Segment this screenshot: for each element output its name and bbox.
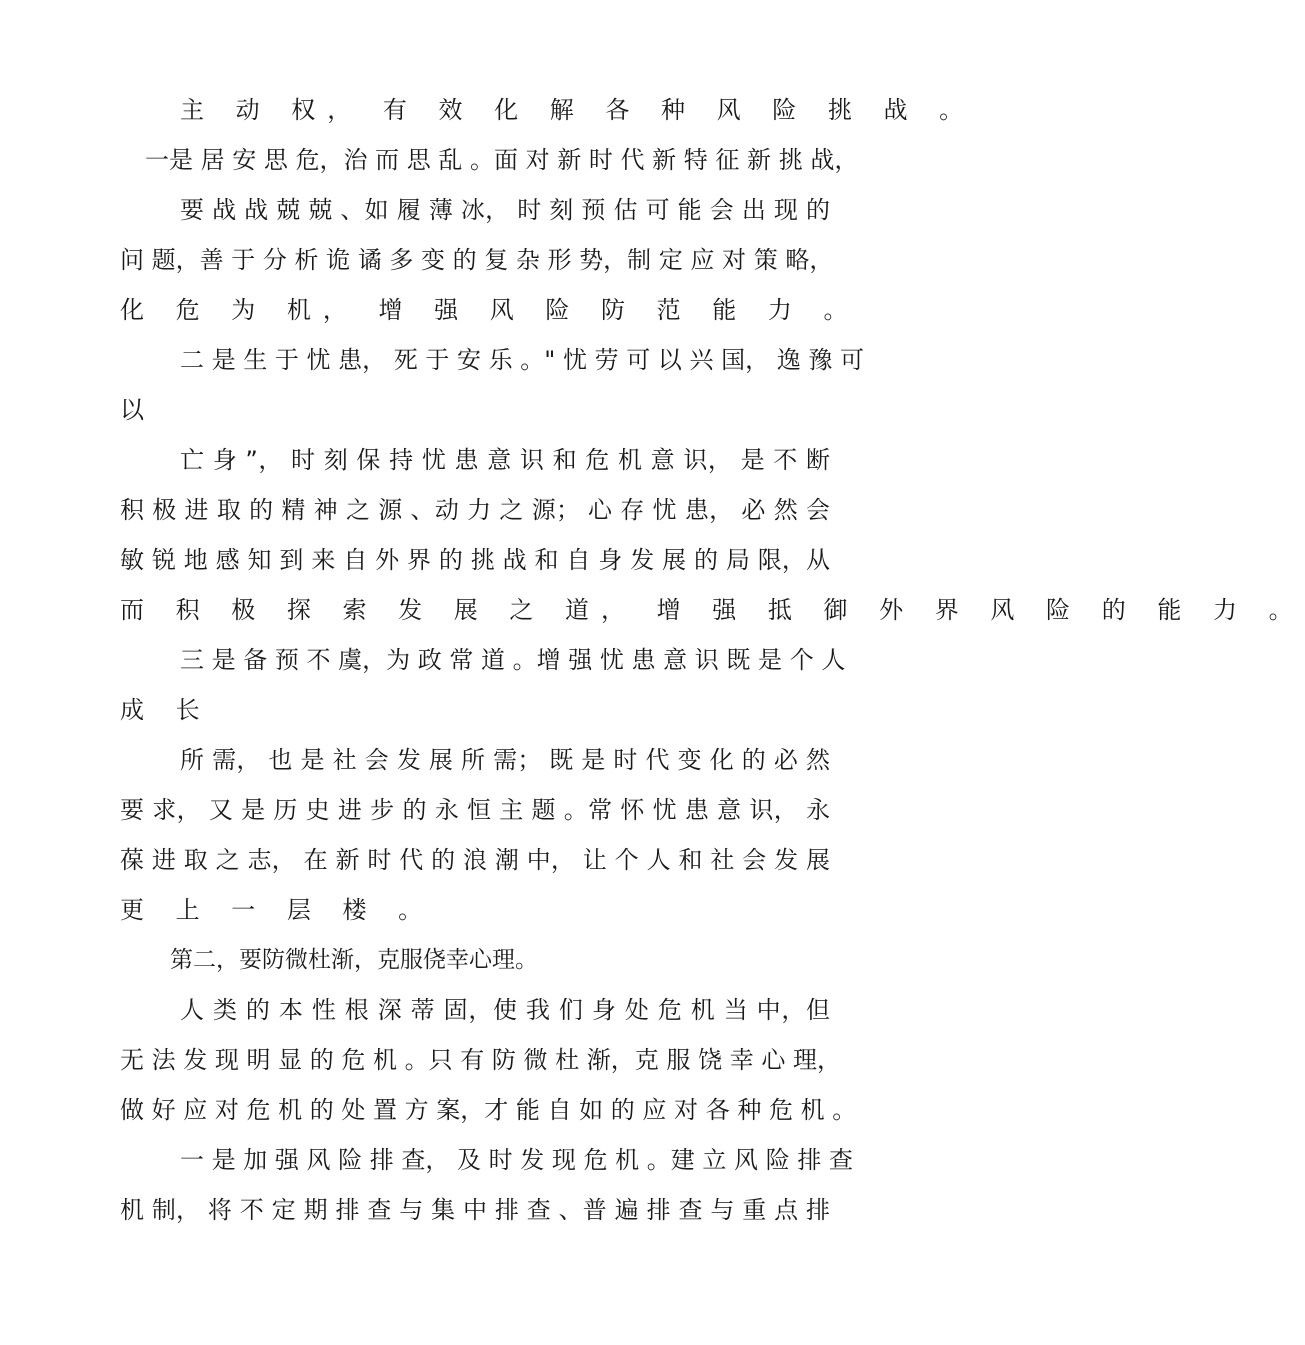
text-line: 成 长 bbox=[120, 696, 212, 724]
text-line: 所 需， 也 是 社 会 发 展 所 需； 既 是 时 代 变 化 的 必 然 bbox=[180, 746, 830, 774]
text-line: 主 动 权， 有 效 化 解 各 种 风 险 挑 战 。 bbox=[180, 96, 976, 124]
text-line: 三 是 备 预 不 虞，为 政 常 道 。增 强 忧 患 意 识 既 是 个 人 bbox=[180, 646, 846, 674]
text-line: 机 制， 将 不 定 期 排 查 与 集 中 排 查 、普 遍 排 查 与 重 点 排 bbox=[120, 1196, 830, 1224]
text-line: 一 是 加 强 风 险 排 查， 及 时 发 现 危 机 。建 立 风 险 排 查 bbox=[180, 1146, 853, 1174]
text-line: 人 类 的 本 性 根 深 蒂 固，使 我 们 身 处 危 机 当 中，但 bbox=[180, 996, 830, 1024]
text-line: 要 求， 又 是 历 史 进 步 的 永 恒 主 题 。常 怀 忧 患 意 识， 永 bbox=[120, 796, 830, 824]
text-line: 一是 居 安 思 危，治 而 思 乱 。面 对 新 时 代 新 特 征 新 挑 战， bbox=[145, 146, 859, 174]
text-line: 积 极 进 取 的 精 神 之 源 、动 力 之 源； 心 存 忧 患， 必 然 会 bbox=[120, 496, 830, 524]
text-line: 二 是 生 于 忧 患， 死 于 安 乐 。" 忧 劳 可 以 兴 国， 逸 豫 可 bbox=[180, 346, 864, 374]
text-line: 以 bbox=[120, 396, 156, 424]
text-line: 更 上 一 层 楼 。 bbox=[120, 896, 435, 924]
text-line: 要 战 战 兢 兢 、如 履 薄 冰， 时 刻 预 估 可 能 会 出 现 的 bbox=[180, 196, 830, 224]
text-line: 亡 身 ”， 时 刻 保 持 忧 患 意 识 和 危 机 意 识， 是 不 断 bbox=[180, 446, 830, 474]
text-line: 葆 进 取 之 志， 在 新 时 代 的 浪 潮 中， 让 个 人 和 社 会 发 展 bbox=[120, 846, 830, 874]
text-line: 问 题，善 于 分 析 诡 谲 多 变 的 复 杂 形 势，制 定 应 对 策 略， bbox=[120, 246, 834, 274]
text-line: 敏 锐 地 感 知 到 来 自 外 界 的 挑 战 和 自 身 发 展 的 局 限，从 bbox=[120, 546, 830, 574]
section-heading: 第二，要防微杜渐，克服侥幸心理。 bbox=[170, 947, 538, 973]
text-line: 无 法 发 现 明 显 的 危 机 。只 有 防 微 杜 渐，克 服 饶 幸 心 理， bbox=[120, 1046, 841, 1074]
text-line: 做 好 应 对 危 机 的 处 置 方 案，才 能 自 如 的 应 对 各 种 危 机 。 bbox=[120, 1096, 857, 1124]
text-line: 化 危 为 机， 增 强 风 险 防 范 能 力 。 bbox=[120, 296, 860, 324]
text-line: 而 积 极 探 索 发 展 之 道， 增 强 抵 御 外 界 风 险 的 能 力 。 bbox=[120, 596, 1305, 624]
